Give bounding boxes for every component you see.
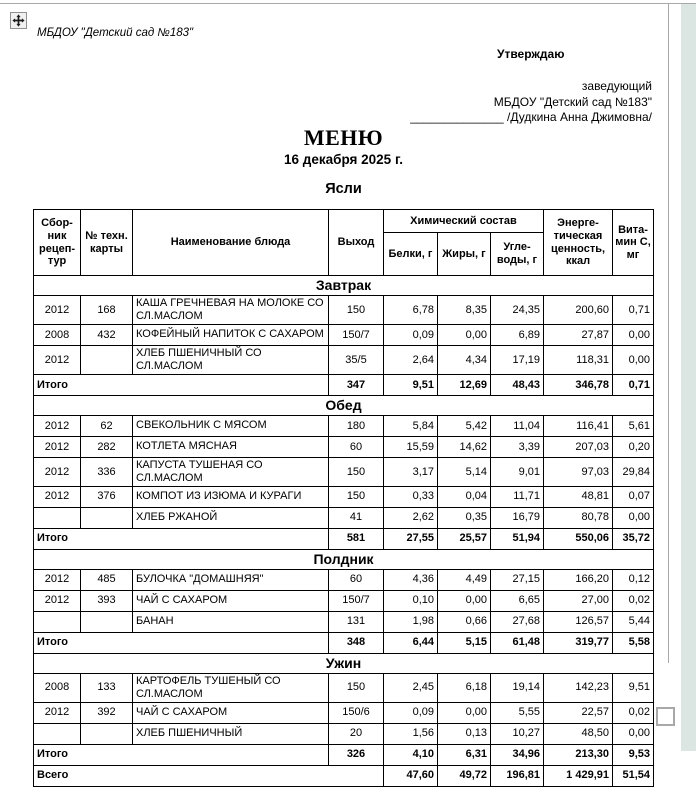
col-header-vitamin-c: Вита-мин С, мг [613, 210, 654, 276]
grand-total-vitamin-c: 51,54 [613, 765, 654, 786]
cell-fat: 5,14 [438, 457, 491, 486]
subtotal-output: 581 [329, 528, 384, 549]
subtotal-output: 347 [329, 374, 384, 395]
dish-row [34, 415, 654, 436]
cell-protein: 1,56 [384, 723, 438, 744]
signature-line [410, 110, 652, 126]
cell-fat: 4,49 [438, 569, 491, 590]
cell-vitamin-c: 0,71 [613, 296, 654, 325]
cell-tech-card: 336 [81, 457, 133, 486]
cell-protein: 2,45 [384, 673, 438, 702]
subtotal-fat: 5,15 [438, 632, 491, 653]
cell-dish-name: КАРТОФЕЛЬ ТУШЕНЫЙ СО СЛ.МАСЛОМ [133, 673, 329, 702]
organization-name: МБДОУ "Детский сад №183" [37, 27, 194, 39]
cell-recipe-book: 2012 [34, 590, 81, 611]
section-header-row [34, 395, 654, 415]
subtotal-row [34, 744, 654, 765]
section-header-row [34, 276, 654, 296]
cell-fat: 0,04 [438, 486, 491, 507]
cell-fat: 8,35 [438, 296, 491, 325]
cell-dish-name: ХЛЕБ ПШЕНИЧНЫЙ СО СЛ.МАСЛОМ [133, 345, 329, 374]
cell-energy: 48,50 [544, 723, 613, 744]
page-right-border [668, 3, 669, 663]
cell-dish-name: КОТЛЕТА МЯСНАЯ [133, 436, 329, 457]
cell-tech-card: 62 [81, 415, 133, 436]
cell-carbs: 19,14 [491, 673, 544, 702]
cell-protein: 0,09 [384, 324, 438, 345]
cell-energy: 207,03 [544, 436, 613, 457]
cell-energy: 27,87 [544, 324, 613, 345]
cell-fat: 0,13 [438, 723, 491, 744]
section-header-row [34, 653, 654, 673]
subtotal-label: Итого [34, 744, 329, 765]
cell-carbs: 6,89 [491, 324, 544, 345]
cell-energy: 126,57 [544, 611, 613, 632]
cell-dish-name: КОМПОТ ИЗ ИЗЮМА И КУРАГИ [133, 486, 329, 507]
cell-output: 20 [329, 723, 384, 744]
table-resize-handle[interactable] [656, 707, 675, 726]
subtotal-carbs: 61,48 [491, 632, 544, 653]
cell-energy: 22,57 [544, 702, 613, 723]
dish-row [34, 673, 654, 702]
cell-tech-card: 133 [81, 673, 133, 702]
cell-vitamin-c: 29,84 [613, 457, 654, 486]
four-way-arrow-icon [12, 14, 25, 27]
cell-dish-name: ХЛЕБ ПШЕНИЧНЫЙ [133, 723, 329, 744]
cell-output: 150 [329, 673, 384, 702]
dish-row [34, 702, 654, 723]
cell-output: 150/7 [329, 324, 384, 345]
grand-total-label: Всего [34, 765, 384, 786]
cell-vitamin-c: 5,44 [613, 611, 654, 632]
cell-carbs: 17,19 [491, 345, 544, 374]
subtotal-vitamin-c: 0,71 [613, 374, 654, 395]
cell-vitamin-c: 0,00 [613, 507, 654, 528]
cell-dish-name: СВЕКОЛЬНИК С МЯСОМ [133, 415, 329, 436]
section-title: Завтрак [34, 276, 654, 296]
cell-protein: 6,78 [384, 296, 438, 325]
cell-energy: 118,31 [544, 345, 613, 374]
cell-fat: 14,62 [438, 436, 491, 457]
cell-dish-name: ХЛЕБ РЖАНОЙ [133, 507, 329, 528]
cell-fat: 5,42 [438, 415, 491, 436]
cell-dish-name: БУЛОЧКА "ДОМАШНЯЯ" [133, 569, 329, 590]
approve-label: Утверждаю [497, 47, 565, 61]
dish-row [34, 611, 654, 632]
cell-output: 131 [329, 611, 384, 632]
approver-org: МБДОУ "Детский сад №183" [493, 94, 652, 109]
grand-total-row [34, 765, 654, 786]
cell-fat: 0,00 [438, 590, 491, 611]
cell-energy: 142,23 [544, 673, 613, 702]
cell-output: 60 [329, 569, 384, 590]
cell-protein: 3,17 [384, 457, 438, 486]
col-header-carbs: Угле-воды, г [491, 233, 544, 276]
subtotal-output: 326 [329, 744, 384, 765]
page-top-border [0, 3, 696, 4]
cell-protein: 2,64 [384, 345, 438, 374]
subtotal-carbs: 48,43 [491, 374, 544, 395]
dish-row [34, 723, 654, 744]
subtotal-fat: 25,57 [438, 528, 491, 549]
document-title: МЕНЮ [303, 125, 384, 150]
cell-dish-name: ЧАЙ С САХАРОМ [133, 702, 329, 723]
cell-vitamin-c: 0,02 [613, 702, 654, 723]
subtotal-energy: 346,78 [544, 374, 613, 395]
cell-recipe-book: 2012 [34, 436, 81, 457]
cell-protein: 0,33 [384, 486, 438, 507]
cell-carbs: 24,35 [491, 296, 544, 325]
cell-protein: 15,59 [384, 436, 438, 457]
cell-vitamin-c: 5,61 [613, 415, 654, 436]
cell-output: 150/6 [329, 702, 384, 723]
grand-total-protein: 47,60 [384, 765, 438, 786]
cell-carbs: 6,65 [491, 590, 544, 611]
cell-recipe-book: 2012 [34, 415, 81, 436]
subtotal-protein: 6,44 [384, 632, 438, 653]
menu-table[interactable] [33, 209, 654, 787]
cell-carbs: 27,68 [491, 611, 544, 632]
subtotal-protein: 4,10 [384, 744, 438, 765]
cell-tech-card: 432 [81, 324, 133, 345]
signature-blank: ______________ [410, 110, 504, 124]
subtotal-protein: 9,51 [384, 374, 438, 395]
cell-output: 150/7 [329, 590, 384, 611]
cell-fat: 0,00 [438, 324, 491, 345]
cell-output: 150 [329, 296, 384, 325]
subtotal-energy: 550,06 [544, 528, 613, 549]
cell-protein: 2,62 [384, 507, 438, 528]
cell-dish-name: КАША ГРЕЧНЕВАЯ НА МОЛОКЕ СО СЛ.МАСЛОМ [133, 296, 329, 325]
cell-output: 60 [329, 436, 384, 457]
cell-vitamin-c: 0,00 [613, 723, 654, 744]
cell-fat: 0,66 [438, 611, 491, 632]
cell-output: 180 [329, 415, 384, 436]
cell-output: 150 [329, 457, 384, 486]
cell-tech-card [81, 345, 133, 374]
cell-tech-card: 376 [81, 486, 133, 507]
cell-fat: 6,18 [438, 673, 491, 702]
cell-carbs: 5,55 [491, 702, 544, 723]
subtotal-fat: 12,69 [438, 374, 491, 395]
section-title: Ужин [34, 653, 654, 673]
cell-tech-card: 485 [81, 569, 133, 590]
cell-energy: 80,78 [544, 507, 613, 528]
cell-recipe-book [34, 507, 81, 528]
cell-recipe-book: 2012 [34, 296, 81, 325]
cell-recipe-book: 2012 [34, 345, 81, 374]
dish-row [34, 296, 654, 325]
cell-recipe-book: 2008 [34, 324, 81, 345]
cell-tech-card [81, 723, 133, 744]
cell-protein: 5,84 [384, 415, 438, 436]
cell-vitamin-c: 0,12 [613, 569, 654, 590]
dish-row [34, 345, 654, 374]
dish-row [34, 569, 654, 590]
section-title: Полдник [34, 549, 654, 569]
dish-row [34, 324, 654, 345]
cell-carbs: 3,39 [491, 436, 544, 457]
section-title: Обед [34, 395, 654, 415]
col-header-dish-name: Наименование блюда [133, 210, 329, 276]
cell-fat: 0,35 [438, 507, 491, 528]
cell-vitamin-c: 0,20 [613, 436, 654, 457]
cell-carbs: 27,15 [491, 569, 544, 590]
cell-dish-name: КАПУСТА ТУШЕНАЯ СО СЛ.МАСЛОМ [133, 457, 329, 486]
cell-recipe-book: 2012 [34, 569, 81, 590]
approver-role: заведующий [581, 79, 652, 93]
cell-carbs: 10,27 [491, 723, 544, 744]
col-header-chemical-composition: Химический состав [384, 210, 544, 233]
cell-tech-card: 392 [81, 702, 133, 723]
document-date: 16 декабря 2025 г. [284, 152, 403, 167]
subtotal-carbs: 34,96 [491, 744, 544, 765]
subtotal-row [34, 632, 654, 653]
cell-recipe-book: 2012 [34, 457, 81, 486]
subtotal-fat: 6,31 [438, 744, 491, 765]
grand-total-carbs: 196,81 [491, 765, 544, 786]
cell-dish-name: КОФЕЙНЫЙ НАПИТОК С САХАРОМ [133, 324, 329, 345]
cell-tech-card: 168 [81, 296, 133, 325]
cell-energy: 27,00 [544, 590, 613, 611]
cell-output: 41 [329, 507, 384, 528]
col-header-tech-card: № техн. карты [81, 210, 133, 276]
cell-dish-name: БАНАН [133, 611, 329, 632]
subtotal-label: Итого [34, 374, 329, 395]
cell-fat: 0,00 [438, 702, 491, 723]
grand-total-fat: 49,72 [438, 765, 491, 786]
cell-carbs: 11,04 [491, 415, 544, 436]
cell-dish-name: ЧАЙ С САХАРОМ [133, 590, 329, 611]
cell-carbs: 16,79 [491, 507, 544, 528]
subtotal-protein: 27,55 [384, 528, 438, 549]
cell-protein: 1,98 [384, 611, 438, 632]
subtotal-label: Итого [34, 528, 329, 549]
cell-vitamin-c: 0,00 [613, 324, 654, 345]
subtotal-energy: 319,77 [544, 632, 613, 653]
cell-recipe-book: 2008 [34, 673, 81, 702]
dish-row [34, 486, 654, 507]
age-group-title: Ясли [325, 181, 362, 197]
cell-energy: 166,20 [544, 569, 613, 590]
cell-energy: 48,81 [544, 486, 613, 507]
dish-row [34, 457, 654, 486]
col-header-recipe-book: Сбор-ник рецеп-тур [34, 210, 81, 276]
subtotal-output: 348 [329, 632, 384, 653]
subtotal-row [34, 528, 654, 549]
cell-vitamin-c: 9,51 [613, 673, 654, 702]
table-move-handle[interactable] [10, 12, 27, 29]
subtotal-energy: 213,30 [544, 744, 613, 765]
cell-energy: 97,03 [544, 457, 613, 486]
cell-tech-card: 393 [81, 590, 133, 611]
dish-row [34, 436, 654, 457]
cell-vitamin-c: 0,02 [613, 590, 654, 611]
cell-recipe-book: 2012 [34, 486, 81, 507]
cell-recipe-book: 2012 [34, 702, 81, 723]
subtotal-row [34, 374, 654, 395]
cell-tech-card [81, 611, 133, 632]
cell-fat: 4,34 [438, 345, 491, 374]
subtotal-label: Итого [34, 632, 329, 653]
subtotal-carbs: 51,94 [491, 528, 544, 549]
scrollbar-track[interactable] [681, 4, 696, 751]
subtotal-vitamin-c: 5,58 [613, 632, 654, 653]
cell-energy: 116,41 [544, 415, 613, 436]
col-header-output: Выход [329, 210, 384, 276]
subtotal-vitamin-c: 9,53 [613, 744, 654, 765]
cell-energy: 200,60 [544, 296, 613, 325]
cell-recipe-book [34, 611, 81, 632]
cell-vitamin-c: 0,00 [613, 345, 654, 374]
cell-carbs: 11,71 [491, 486, 544, 507]
subtotal-vitamin-c: 35,72 [613, 528, 654, 549]
section-header-row [34, 549, 654, 569]
menu-table-body [34, 276, 654, 787]
grand-total-energy: 1 429,91 [544, 765, 613, 786]
cell-tech-card [81, 507, 133, 528]
col-header-fat: Жиры, г [438, 233, 491, 276]
approver-name: /Дудкина Анна Джимовна/ [503, 110, 652, 124]
cell-recipe-book [34, 723, 81, 744]
cell-vitamin-c: 0,07 [613, 486, 654, 507]
cell-output: 35/5 [329, 345, 384, 374]
cell-output: 150 [329, 486, 384, 507]
cell-carbs: 9,01 [491, 457, 544, 486]
col-header-energy: Энерге-тическая ценность, ккал [544, 210, 613, 276]
dish-row [34, 590, 654, 611]
col-header-protein: Белки, г [384, 233, 438, 276]
signature-block [410, 79, 652, 126]
cell-protein: 4,36 [384, 569, 438, 590]
cell-protein: 0,10 [384, 590, 438, 611]
cell-protein: 0,09 [384, 702, 438, 723]
cell-tech-card: 282 [81, 436, 133, 457]
dish-row [34, 507, 654, 528]
